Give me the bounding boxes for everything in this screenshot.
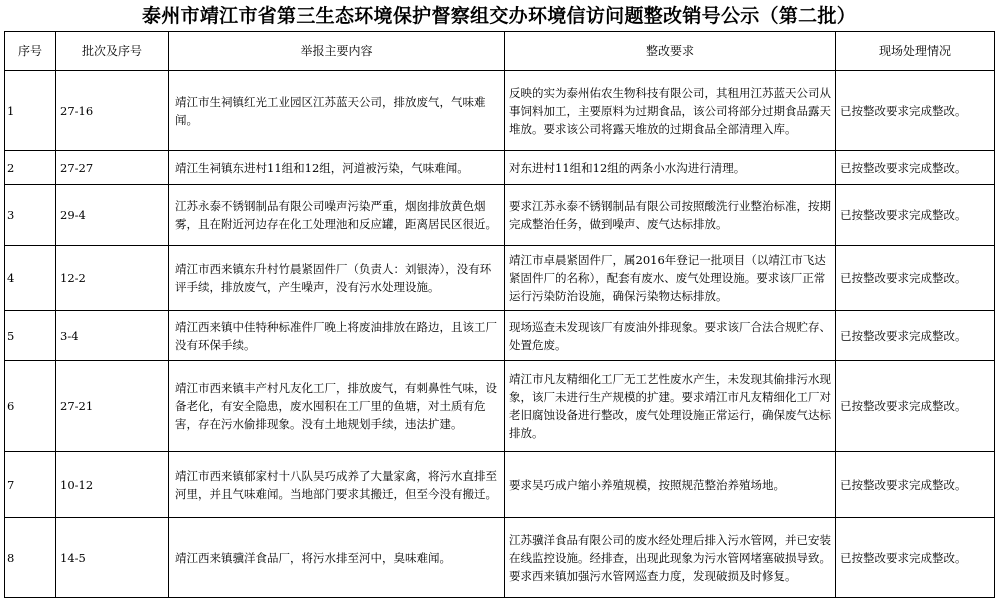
row-status: 已按整改要求完成整改。 xyxy=(836,246,995,311)
column-header-status: 现场处理情况 xyxy=(836,32,995,71)
row-content: 靖江西来镇中佳特种标准件厂晚上将废油排放在路边，且该工厂没有环保手续。 xyxy=(169,311,505,361)
row-index: 8 xyxy=(5,518,56,598)
column-header-batch: 批次及序号 xyxy=(56,32,169,71)
row-index: 1 xyxy=(5,71,56,151)
row-batch: 14-5 xyxy=(56,518,169,598)
row-index: 4 xyxy=(5,246,56,311)
row-index: 7 xyxy=(5,452,56,518)
table-row xyxy=(5,361,995,452)
row-requirement: 要求吴巧成户缩小养殖规模，按照规范整治养殖场地。 xyxy=(505,452,836,518)
row-requirement: 靖江市卓晨紧固件厂，属2016年登记一批项目（以靖江市飞达紧固件厂的名称），配套有废水、废气处理设施。要求该厂正常运行污染防治设施，确保污染物达标排放。 xyxy=(505,246,836,311)
row-status: 已按整改要求完成整改。 xyxy=(836,185,995,246)
row-status: 已按整改要求完成整改。 xyxy=(836,151,995,185)
table-row xyxy=(5,452,995,518)
row-index: 2 xyxy=(5,151,56,185)
table-header-row xyxy=(5,32,995,71)
row-requirement: 靖江市凡友精细化工厂无工艺性废水产生，未发现其偷排污水现象，该厂未进行生产规模的扩建。要求靖江市凡友精细化工厂对老旧腐蚀设备进行整改，废气处理设施正常运行，确保废气达标排放。 xyxy=(505,361,836,452)
table-row xyxy=(5,246,995,311)
column-header-content: 举报主要内容 xyxy=(169,32,505,71)
row-status: 已按整改要求完成整改。 xyxy=(836,311,995,361)
table-row xyxy=(5,71,995,151)
row-index: 5 xyxy=(5,311,56,361)
row-content: 江苏永泰不锈钢制品有限公司噪声污染严重，烟囱排放黄色烟雾，且在附近河边存在化工处理池和反应罐，距离居民区很近。 xyxy=(169,185,505,246)
row-status: 已按整改要求完成整改。 xyxy=(836,518,995,598)
row-batch: 12-2 xyxy=(56,246,169,311)
row-batch: 27-21 xyxy=(56,361,169,452)
row-status: 已按整改要求完成整改。 xyxy=(836,452,995,518)
row-requirement: 对东进村11组和12组的两条小水沟进行清理。 xyxy=(505,151,836,185)
table-row xyxy=(5,151,995,185)
row-batch: 27-16 xyxy=(56,71,169,151)
row-batch: 10-12 xyxy=(56,452,169,518)
page-title: 泰州市靖江市省第三生态环境保护督察组交办环境信访问题整改销号公示（第二批） xyxy=(141,5,857,27)
row-index: 3 xyxy=(5,185,56,246)
row-batch: 3-4 xyxy=(56,311,169,361)
table-row xyxy=(5,311,995,361)
row-content: 靖江市西来镇东升村竹晨紧固件厂（负责人：刘银涛），没有环评手续，排放废气，产生噪声，没有污水处理设施。 xyxy=(169,246,505,311)
row-index: 6 xyxy=(5,361,56,452)
row-batch: 27-27 xyxy=(56,151,169,185)
row-content: 靖江市西来镇郁家村十八队吴巧成养了大量家禽，将污水直排至河里，并且气味难闻。当地部门要求其搬迁，但至今没有搬迁。 xyxy=(169,452,505,518)
row-requirement: 要求江苏永泰不锈钢制品有限公司按照酸洗行业整治标准，按期完成整治任务，做到噪声、废气达标排放。 xyxy=(505,185,836,246)
table-row xyxy=(5,518,995,598)
row-content: 靖江市西来镇丰产村凡友化工厂，排放废气，有刺鼻性气味，设备老化，有安全隐患，废水囤积在工厂里的鱼塘，对土质有危害，存在污水偷排现象。没有土地规划手续，违法扩建。 xyxy=(169,361,505,452)
row-content: 靖江西来镇骥洋食品厂，将污水排至河中，臭味难闻。 xyxy=(169,518,505,598)
row-status: 已按整改要求完成整改。 xyxy=(836,71,995,151)
row-requirement: 江苏骥洋食品有限公司的废水经处理后排入污水管网，并已安装在线监控设施。经排查，出现此现象为污水管网堵塞破损导致。要求西来镇加强污水管网巡查力度，发现破损及时修复。 xyxy=(505,518,836,598)
row-content: 靖江生祠镇东进村11组和12组，河道被污染，气味难闻。 xyxy=(169,151,505,185)
row-content: 靖江市生祠镇红光工业园区江苏蓝天公司，排放废气，气味难闻。 xyxy=(169,71,505,151)
column-header-index: 序号 xyxy=(5,32,56,71)
row-requirement: 现场巡查未发现该厂有废油外排现象。要求该厂合法合规贮存、处置危废。 xyxy=(505,311,836,361)
column-header-requirement: 整改要求 xyxy=(505,32,836,71)
table-row xyxy=(5,185,995,246)
row-batch: 29-4 xyxy=(56,185,169,246)
rectification-table xyxy=(4,31,995,598)
row-status: 已按整改要求完成整改。 xyxy=(836,361,995,452)
row-requirement: 反映的实为泰州佑农生物科技有限公司，其租用江苏蓝天公司从事饲料加工，主要原料为过期食品，该公司将部分过期食品露天堆放。要求该公司将露天堆放的过期食品全部清理入库。 xyxy=(505,71,836,151)
